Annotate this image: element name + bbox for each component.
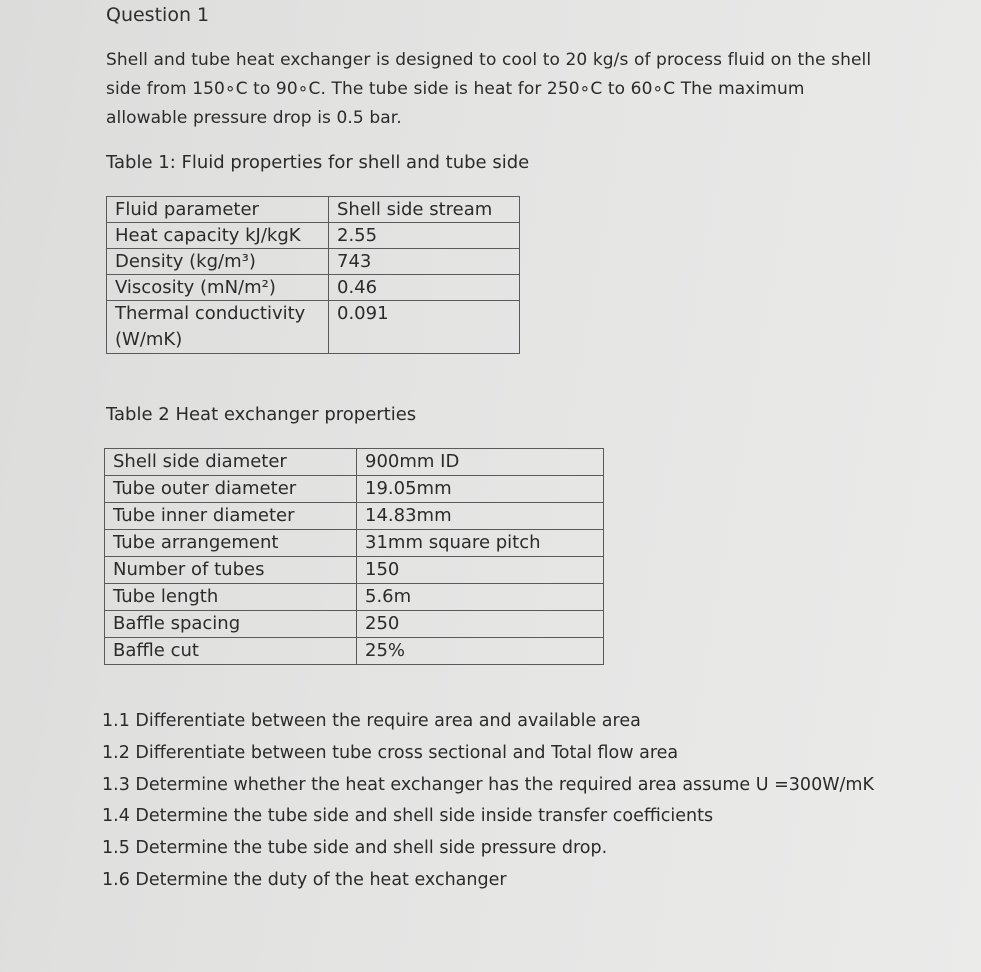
table-row — [107, 275, 520, 301]
table-row — [105, 611, 604, 638]
value-cell: 743 — [329, 249, 520, 275]
value-cell: 0.46 — [329, 275, 520, 301]
table-row — [105, 530, 604, 557]
param-cell: Density (kg/m³) — [107, 249, 329, 275]
param-cell: Heat capacity kJ/kgK — [107, 223, 329, 249]
value-cell: 900mm ID — [357, 449, 604, 476]
subquestion: 1.2 Differentiate between tube cross sectional and Total flow area — [102, 742, 679, 763]
question-title: Question 1 — [106, 4, 210, 26]
value-cell: 150 — [357, 557, 604, 584]
value-cell: 31mm square pitch — [357, 530, 604, 557]
question-intro — [106, 46, 871, 133]
property-cell: Tube inner diameter — [105, 503, 357, 530]
table-row — [107, 249, 520, 275]
table-header-row — [107, 197, 520, 223]
property-cell: Baffle spacing — [105, 611, 357, 638]
table-row — [105, 638, 604, 665]
table-row — [105, 503, 604, 530]
table-row — [107, 223, 520, 249]
value-cell: 0.091 — [329, 301, 520, 354]
header-cell: Shell side stream — [329, 197, 520, 223]
table-row — [105, 584, 604, 611]
table1-caption: Table 1: Fluid properties for shell and tube side — [106, 152, 530, 173]
fluid-properties-table — [106, 196, 520, 354]
table-row — [105, 557, 604, 584]
param-cell: Thermal conductivity (W/mK) — [107, 301, 329, 354]
subquestion: 1.3 Determine whether the heat exchanger has the required area assume U =300W/mK — [102, 774, 874, 795]
value-cell: 19.05mm — [357, 476, 604, 503]
table-row — [107, 301, 520, 354]
value-cell: 5.6m — [357, 584, 604, 611]
table-row — [105, 449, 604, 476]
property-cell: Tube length — [105, 584, 357, 611]
subquestion: 1.5 Determine the tube side and shell side pressure drop. — [102, 838, 608, 859]
property-cell: Tube arrangement — [105, 530, 357, 557]
intro-line: Shell and tube heat exchanger is designed to cool to 20 kg/s of process fluid on the shell — [106, 50, 872, 70]
table2-caption: Table 2 Heat exchanger properties — [106, 404, 417, 425]
value-cell: 25% — [357, 638, 604, 665]
param-cell: Viscosity (mN/m²) — [107, 275, 329, 301]
subquestion: 1.6 Determine the duty of the heat exchanger — [102, 869, 507, 890]
value-cell: 2.55 — [329, 223, 520, 249]
intro-line: side from 150∘C to 90∘C. The tube side is heat for 250∘C to 60∘C The maximum — [106, 79, 805, 99]
table-row — [105, 476, 604, 503]
subquestion-list — [102, 706, 874, 897]
value-cell: 14.83mm — [357, 503, 604, 530]
intro-line: allowable pressure drop is 0.5 bar. — [106, 108, 402, 128]
value-cell: 250 — [357, 611, 604, 638]
header-cell: Fluid parameter — [107, 197, 329, 223]
property-cell: Tube outer diameter — [105, 476, 357, 503]
subquestion: 1.4 Determine the tube side and shell side inside transfer coefficients — [102, 806, 714, 827]
property-cell: Number of tubes — [105, 557, 357, 584]
heat-exchanger-properties-table — [104, 448, 604, 665]
property-cell: Shell side diameter — [105, 449, 357, 476]
subquestion: 1.1 Differentiate between the require area and available area — [102, 711, 641, 731]
property-cell: Baffle cut — [105, 638, 357, 665]
